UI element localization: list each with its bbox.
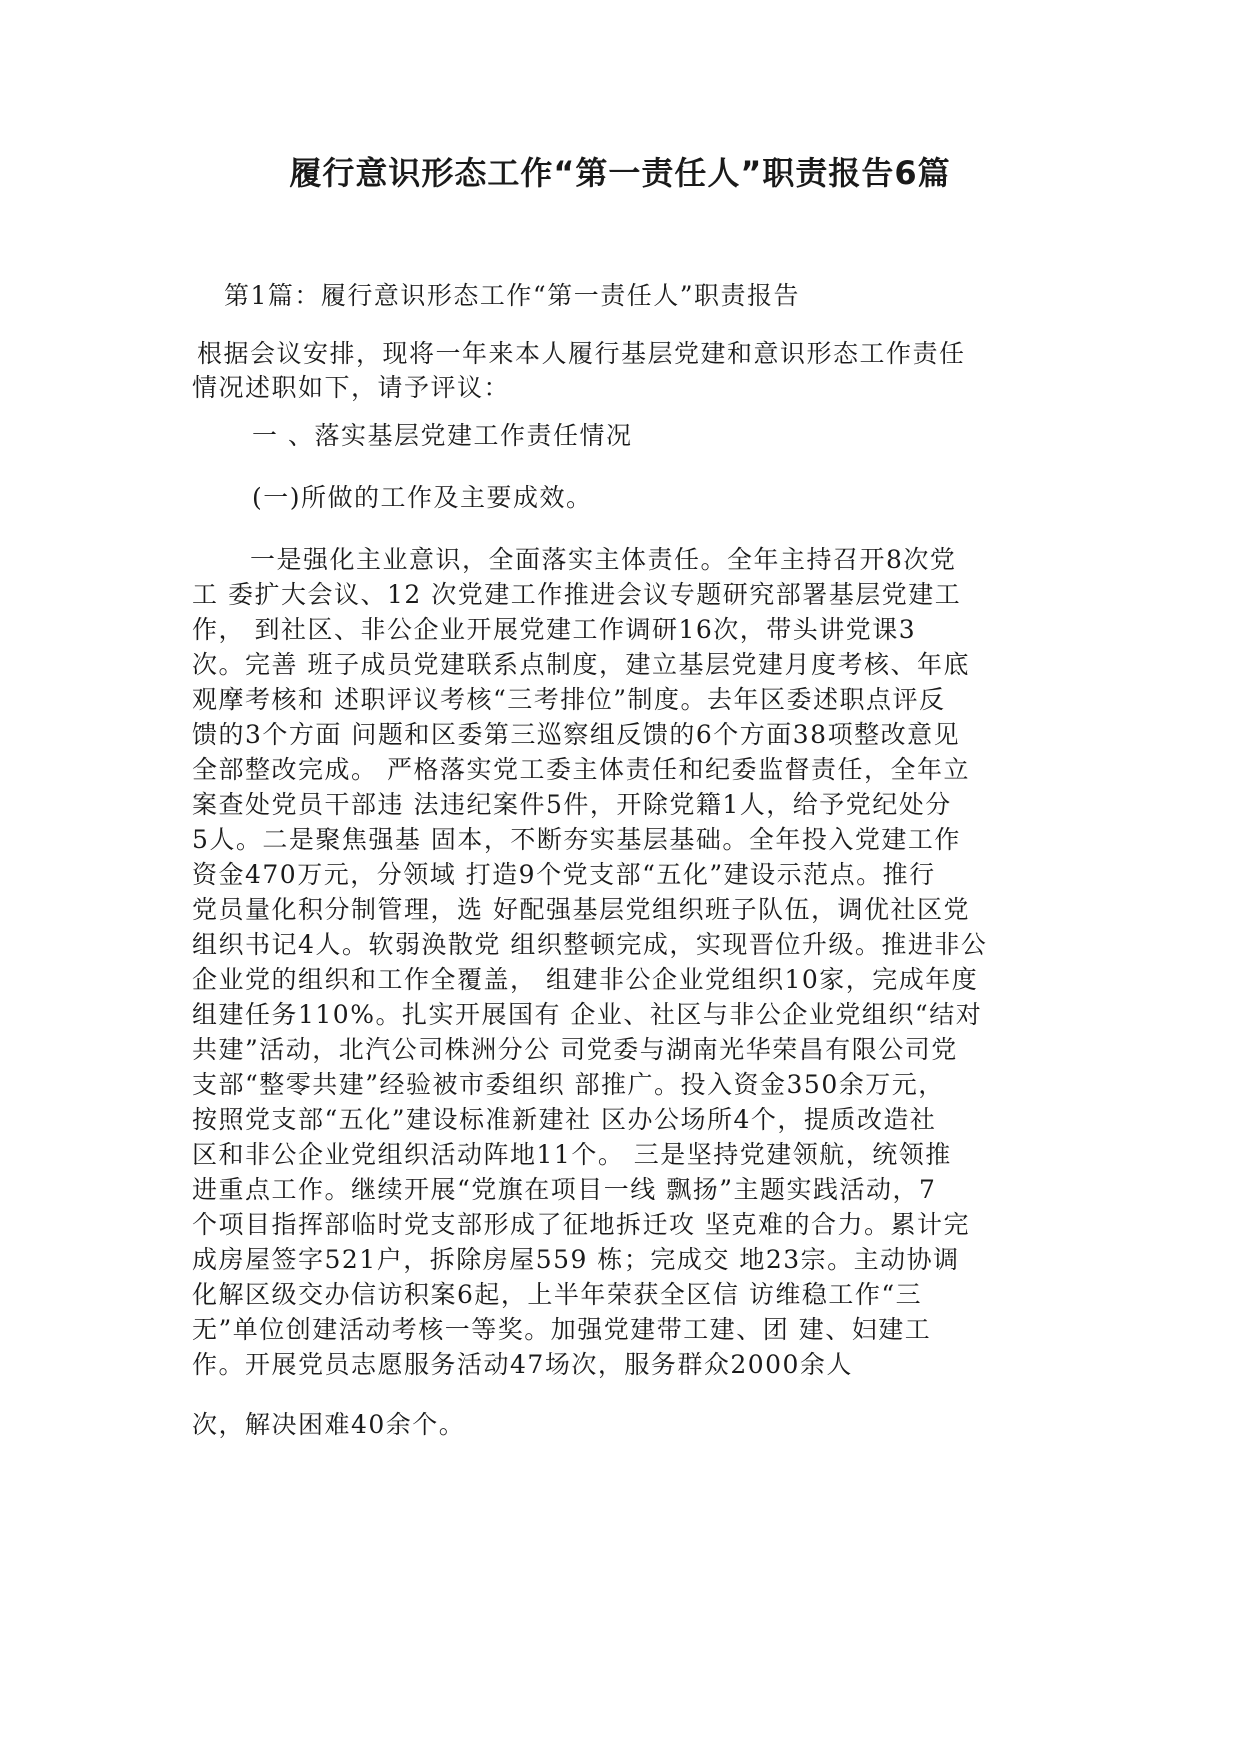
body-line: 区和非公企业党组织活动阵地11个。 三是坚持党建领航，统领推 [192, 1140, 952, 1169]
body-line: 作。开展党员志愿服务活动47场次，服务群众2000余人 [192, 1350, 853, 1379]
body-line: 个项目指挥部临时党支部形成了征地拆迁攻 坚克难的合力。累计完 [192, 1210, 970, 1239]
intro-line: 根据会议安排，现将一年来本人履行基层党建和意识形态工作责任 [197, 339, 966, 368]
body-line: 进重点工作。继续开展“党旗在项目一线 飘扬”主题实践活动，7 [192, 1175, 937, 1204]
closing-line: 次，解决困难40余个。 [192, 1410, 466, 1439]
body-line: 工 委扩大会议、12 次党建工作推进会议专题研究部署基层党建工 [192, 580, 962, 609]
body-line: 无”单位创建活动考核一等奖。加强党建带工建、团 建、妇建工 [192, 1315, 932, 1344]
body-line: 5人。二是聚焦强基 固本，不断夯实基层基础。全年投入党建工作 [192, 825, 961, 854]
body-line: 次。完善 班子成员党建联系点制度，建立基层党建月度考核、年底 [192, 650, 970, 679]
document-title: 履行意识形态工作“第一责任人”职责报告6篇 [289, 154, 951, 192]
body-line: 作， 到社区、非公企业开展党建工作调研16次，带头讲党课3 [192, 615, 917, 644]
section-heading: 一 、落实基层党建工作责任情况 [252, 421, 633, 450]
body-line: 案查处党员干部违 法违纪案件5件，开除党籍1人，给予党纪处分 [192, 790, 952, 819]
body-line: 按照党支部“五化”建设标准新建社 区办公场所4个，提质改造社 [192, 1105, 937, 1134]
body-line: 组织书记4人。软弱涣散党 组织整顿完成，实现晋位升级。推进非公 [192, 930, 988, 959]
body-line: 资金470万元，分领域 打造9个党支部“五化”建设示范点。推行 [192, 860, 936, 889]
body-line: 共建”活动，北汽公司株洲分公 司党委与湖南光华荣昌有限公司党 [192, 1035, 958, 1064]
body-line: 一是强化主业意识，全面落实主体责任。全年主持召开8次党 [250, 545, 957, 574]
body-line: 观摩考核和 述职评议考核“三考排位”制度。去年区委述职点评反 [192, 685, 946, 714]
body-line: 支部“整零共建”经验被市委组织 部推广。投入资金350余万元， [192, 1070, 945, 1099]
part-heading: 第1篇：履行意识形态工作“第一责任人”职责报告 [224, 281, 800, 310]
intro-line: 情况述职如下，请予评议： [192, 373, 511, 402]
body-line: 成房屋签字521户，拆除房屋559 栋；完成交 地23宗。主动协调 [192, 1245, 960, 1274]
subsection-heading: (一)所做的工作及主要成效。 [252, 483, 593, 512]
body-line: 全部整改完成。 严格落实党工委主体责任和纪委监督责任，全年立 [192, 755, 970, 784]
body-line: 党员量化积分制管理，选 好配强基层党组织班子队伍，调优社区党 [192, 895, 970, 924]
body-line: 化解区级交办信访积案6起，上半年荣获全区信 访维稳工作“三 [192, 1280, 923, 1309]
body-line: 馈的3个方面 问题和区委第三巡察组反馈的6个方面38项整改意见 [192, 720, 961, 749]
body-line: 企业党的组织和工作全覆盖， 组建非公企业党组织10家，完成年度 [192, 965, 979, 994]
body-line: 组建任务110%。扎实开展国有 企业、社区与非公企业党组织“结对 [192, 1000, 983, 1029]
